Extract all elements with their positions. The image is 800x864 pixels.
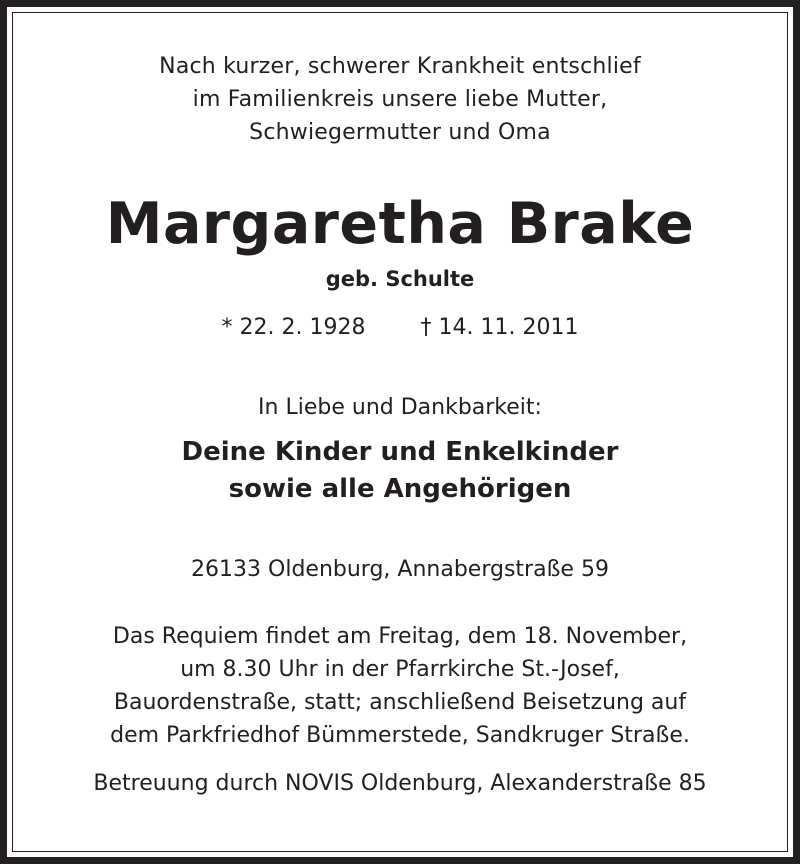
life-dates	[0, 313, 800, 343]
thanks-line: In Liebe und Dankbarkeit:	[258, 395, 542, 420]
requiem-line-1: Das Requiem findet am Freitag, dem 18. November,	[112, 624, 688, 649]
mourners-block	[0, 434, 800, 508]
deceased-name: Margaretha Brake	[105, 191, 695, 257]
mourners-line-1: Deine Kinder und Enkelkinder	[181, 437, 619, 467]
death-date: † 14. 11. 2011	[420, 315, 579, 340]
requiem-line-4: dem Parkfriedhof Bümmerstede, Sandkruger Straße.	[110, 723, 690, 748]
undertaker-line: Betreuung durch NOVIS Oldenburg, Alexanderstraße 85	[93, 771, 707, 796]
birth-date: * 22. 2. 1928	[221, 315, 366, 340]
family-address: 26133 Oldenburg, Annabergstraße 59	[191, 557, 609, 582]
mourners-line-2: sowie alle Angehörigen	[228, 474, 572, 504]
requiem-line-3: Bauordenstraße, statt; anschließend Beisetzung auf	[113, 690, 687, 715]
requiem-notice	[0, 620, 800, 752]
intro-line-3: Schwiegermutter und Oma	[249, 120, 551, 145]
intro-line-2: im Familienkreis unsere liebe Mutter,	[192, 87, 608, 112]
intro-line-1: Nach kurzer, schwerer Krankheit entschlief	[159, 54, 641, 79]
intro-text	[0, 50, 800, 149]
requiem-line-2: um 8.30 Uhr in der Pfarrkirche St.-Josef,	[180, 657, 620, 682]
maiden-name: geb. Schulte	[325, 267, 475, 291]
